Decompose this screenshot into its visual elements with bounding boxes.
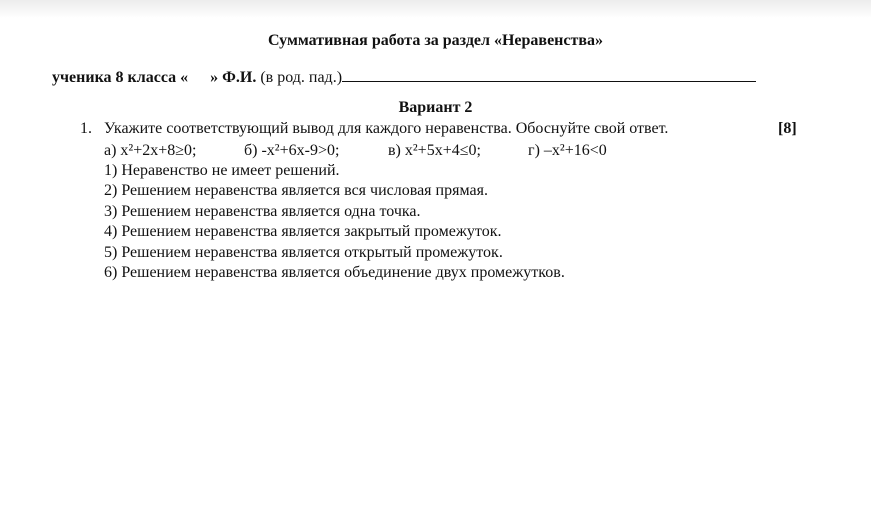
inequalities-row: [0, 142, 871, 162]
document-title: Суммативная работа за раздел «Неравенства»: [268, 32, 603, 49]
answer-option-3: 3) Решением неравенства является одна точка.: [104, 203, 421, 220]
answer-option-6: 6) Решением неравенства является объединение двух промежутков.: [104, 264, 565, 281]
student-info-line: [52, 66, 756, 87]
answer-option-2: 2) Решением неравенства является вся числовая прямая.: [104, 182, 488, 199]
student-name-label: » Ф.И.: [210, 69, 257, 86]
inequality-a: а) х²+2х+8≥0;: [104, 142, 197, 159]
answer-option-5: 5) Решением неравенства является открытый промежуток.: [104, 244, 503, 261]
variant-heading: Вариант 2: [398, 99, 473, 116]
answer-option-4: 4) Решением неравенства является закрытый промежуток.: [104, 223, 502, 240]
question-number: 1.: [80, 120, 92, 137]
question-text: Укажите соответствующий вывод для каждого неравенства. Обоснуйте свой ответ.: [104, 120, 669, 137]
answer-option-1: 1) Неравенство не имеет решений.: [104, 162, 340, 179]
student-name-note: (в род. пад.): [256, 69, 343, 86]
inequality-b: б) -х²+6х-9>0;: [244, 142, 340, 159]
student-class-label: ученика 8 класса «: [52, 69, 189, 86]
student-name-blank: [342, 66, 756, 82]
question-score: [8]: [778, 120, 797, 137]
inequality-d: г) –х²+16<0: [528, 142, 607, 159]
inequality-c: в) х²+5х+4≤0;: [388, 142, 481, 159]
